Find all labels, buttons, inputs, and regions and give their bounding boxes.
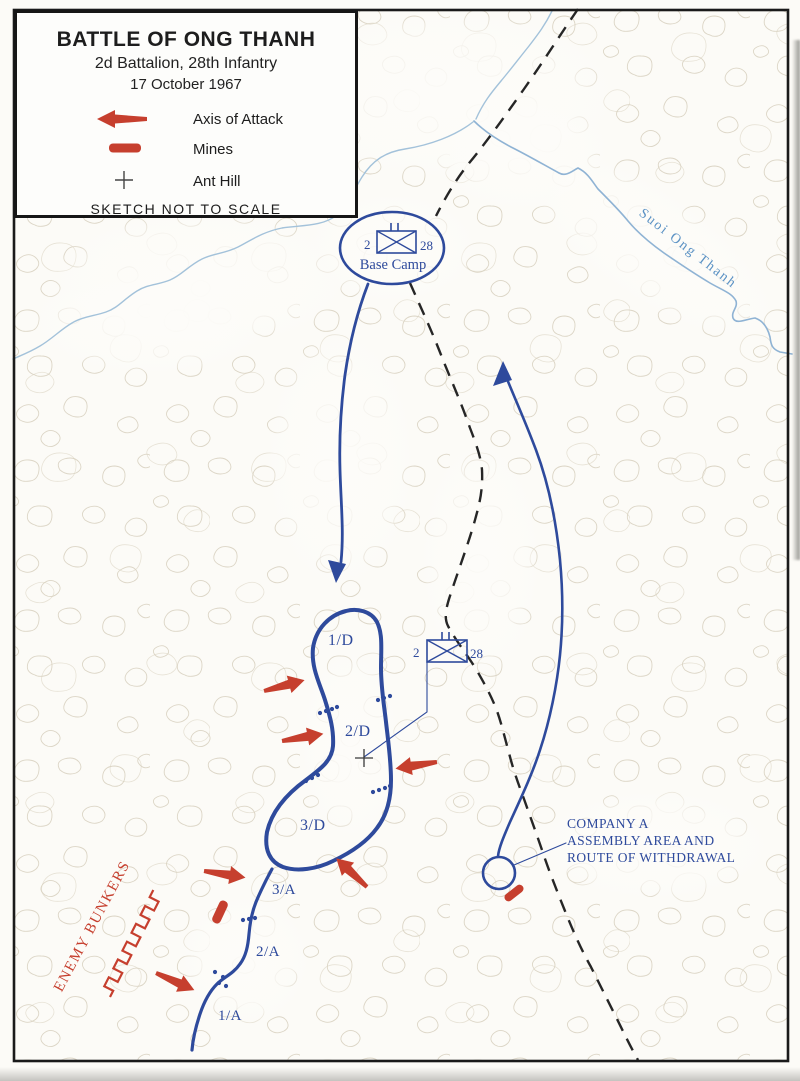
field-unit-right: 28 <box>470 646 483 661</box>
scale-disclaimer: SKETCH NOT TO SCALE <box>90 201 282 217</box>
scan-edge-shadow-right <box>792 40 800 560</box>
company-label-1d: 1/D <box>328 632 354 649</box>
company-a-note-line2: ASSEMBLY AREA AND <box>567 833 715 848</box>
company-label-3d: 3/D <box>300 817 326 834</box>
scan-edge-shadow-bottom <box>0 1067 800 1081</box>
company-label-2a: 2/A <box>256 944 280 960</box>
title-legend-box <box>14 10 358 218</box>
map-subtitle: 2d Battalion, 28th Infantry <box>94 55 278 72</box>
river-label: Suoi Ong Thanh <box>635 206 740 292</box>
map-title: BATTLE OF ONG THANH <box>56 28 316 51</box>
company-a-note-line3: ROUTE OF WITHDRAWAL <box>567 850 736 865</box>
base-camp-unit-left: 2 <box>364 237 371 252</box>
axis-of-attack-icon <box>95 109 147 129</box>
enemy-bunkers-label: ENEMY BUNKERS <box>50 858 134 995</box>
map-date: 17 October 1967 <box>130 76 242 93</box>
company-label-2d: 2/D <box>345 723 371 740</box>
field-unit-left: 2 <box>413 645 420 660</box>
company-a-note-line1: COMPANY A <box>567 816 649 831</box>
ant-hill-icon <box>114 170 134 190</box>
legend-mines-label: Mines <box>193 141 234 158</box>
mines-icon <box>108 142 142 154</box>
company-a-note <box>567 815 735 866</box>
legend-axis-label: Axis of Attack <box>193 111 284 128</box>
company-label-1a: 1/A <box>218 1008 242 1024</box>
base-camp-label: Base Camp <box>359 257 427 273</box>
legend-ant-hill-label: Ant Hill <box>193 173 241 190</box>
company-label-3a: 3/A <box>272 882 296 898</box>
base-camp-unit-right: 28 <box>420 238 433 253</box>
